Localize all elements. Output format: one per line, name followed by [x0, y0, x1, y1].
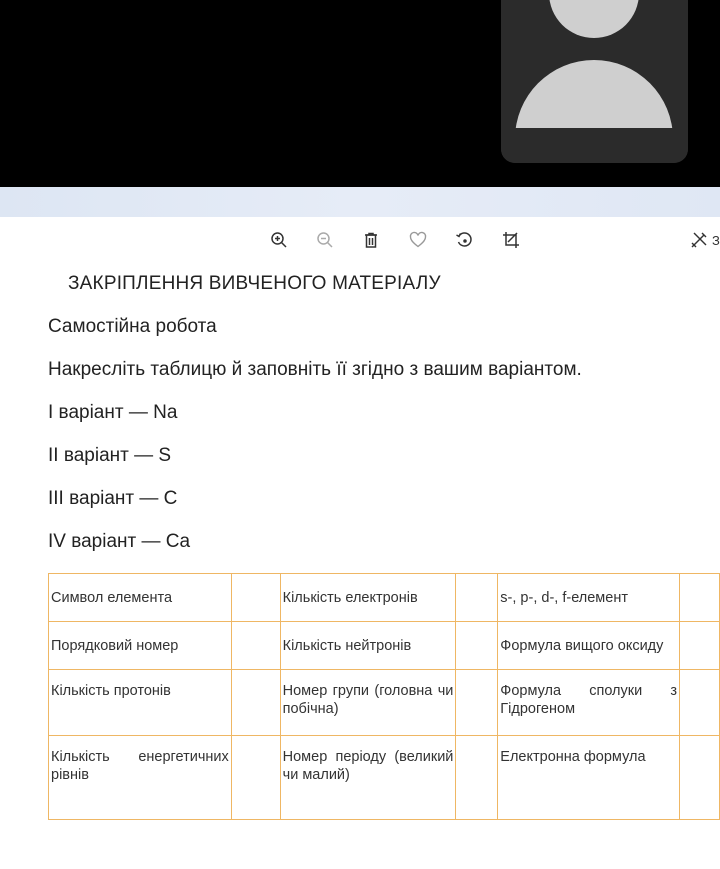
avatar-head-icon — [549, 0, 639, 38]
variant-3: III варіант — C — [48, 488, 178, 509]
zoom-out-icon — [316, 231, 334, 249]
table-cell — [231, 670, 280, 736]
video-strip — [0, 0, 720, 187]
table-cell: Порядковий номер — [49, 622, 232, 670]
table-cell: Символ елемента — [49, 574, 232, 622]
table-cell: Кількість електронів — [280, 574, 456, 622]
table-cell: Номер групи (головна чи побічна) — [280, 670, 456, 736]
crop-icon — [502, 231, 520, 249]
zoom-out-button[interactable] — [314, 229, 336, 251]
table-row — [49, 670, 720, 736]
element-table — [48, 573, 720, 820]
table-cell — [231, 736, 280, 820]
table-cell: Електронна формула — [498, 736, 680, 820]
delete-button[interactable] — [360, 229, 382, 251]
crop-button[interactable] — [500, 229, 522, 251]
variant-2: II варіант — S — [48, 445, 172, 466]
table-cell — [680, 622, 720, 670]
instruction: Накресліть таблицю й заповніть її згідно з вашим варіантом. — [48, 359, 582, 380]
table-cell: s-, p-, d-, f-елемент — [498, 574, 680, 622]
favorite-button[interactable] — [407, 229, 429, 251]
table-cell — [231, 574, 280, 622]
table-cell — [231, 622, 280, 670]
table-cell — [456, 622, 498, 670]
table-row — [49, 574, 720, 622]
edit-label: З — [712, 232, 720, 248]
table-row — [49, 622, 720, 670]
table-cell — [456, 736, 498, 820]
table-cell — [680, 736, 720, 820]
table-cell: Формула сполуки з Гідрогеном — [498, 670, 680, 736]
heart-icon — [409, 231, 427, 249]
table-cell — [680, 574, 720, 622]
document-heading: ЗАКРІПЛЕННЯ ВИВЧЕНОГО МАТЕРІАЛУ — [68, 273, 441, 294]
table-row — [49, 736, 720, 820]
edit-icon — [690, 231, 708, 249]
participant-avatar-tile[interactable] — [501, 0, 688, 163]
variant-1: I варіант — Na — [48, 402, 178, 423]
table-cell: Кількість нейтронів — [280, 622, 456, 670]
rotate-button[interactable] — [453, 229, 475, 251]
variant-4: IV варіант — Ca — [48, 531, 191, 552]
image-toolbar — [0, 217, 720, 263]
table-cell — [680, 670, 720, 736]
table-cell: Кількість протонів — [49, 670, 232, 736]
rotate-icon — [455, 231, 473, 249]
trash-icon — [362, 231, 380, 249]
table-cell — [456, 574, 498, 622]
zoom-in-button[interactable] — [268, 229, 290, 251]
subheading: Самостійна робота — [48, 316, 217, 337]
zoom-in-icon — [270, 231, 288, 249]
table-cell: Номер періоду (великий чи малий) — [280, 736, 456, 820]
edit-button[interactable] — [690, 229, 720, 251]
table-cell — [456, 670, 498, 736]
header-bar — [0, 187, 720, 217]
table-cell: Формула вищого оксиду — [498, 622, 680, 670]
table-cell: Кількість енергетичних рівнів — [49, 736, 232, 820]
